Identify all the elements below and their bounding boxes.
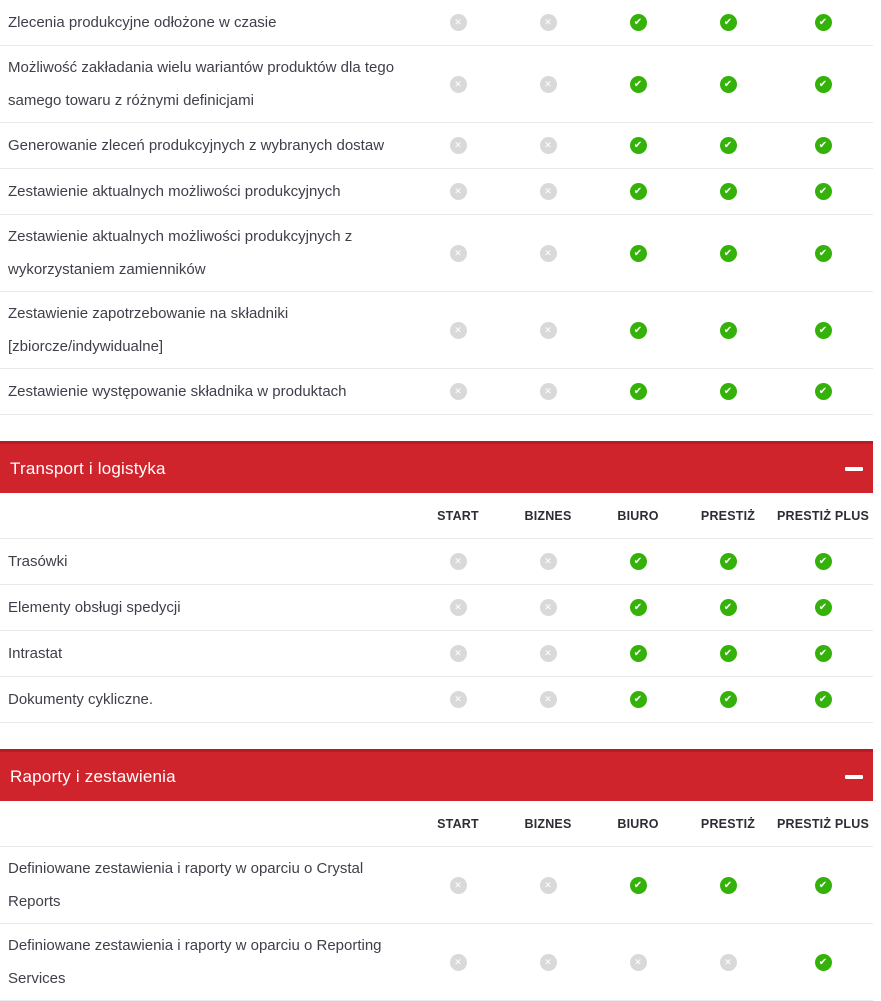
section-title: Raporty i zestawienia bbox=[10, 766, 176, 786]
check-icon: ✔ bbox=[773, 137, 873, 154]
feature-label: Definiowane zestawienia i raporty w oparciu o Crystal Reports bbox=[8, 860, 364, 910]
feature-label: Generowanie zleceń produkcyjnych z wybranych dostaw bbox=[8, 137, 385, 154]
feature-cells bbox=[413, 877, 873, 894]
column-headers bbox=[413, 509, 873, 523]
cross-icon: ✕ bbox=[413, 183, 503, 200]
feature-label: Intrastat bbox=[8, 645, 63, 662]
collapse-minus-icon[interactable] bbox=[845, 775, 863, 779]
feature-label: Zestawienie zapotrzebowanie na składniki [zbiorcze/indywidualne] bbox=[8, 305, 289, 355]
check-icon: ✔ bbox=[593, 553, 683, 570]
check-icon: ✔ bbox=[683, 14, 773, 31]
cross-icon: ✕ bbox=[503, 76, 593, 93]
cross-icon: ✕ bbox=[413, 691, 503, 708]
cross-icon: ✕ bbox=[503, 691, 593, 708]
column-header-prestiz-plus: PRESTIŻ PLUS bbox=[777, 508, 869, 523]
check-icon: ✔ bbox=[773, 691, 873, 708]
table-row bbox=[0, 847, 873, 924]
check-icon: ✔ bbox=[773, 599, 873, 616]
table-row bbox=[0, 46, 873, 123]
section-reports bbox=[0, 749, 873, 1001]
cross-icon: ✕ bbox=[503, 877, 593, 894]
section-title: Transport i logistyka bbox=[10, 458, 166, 478]
check-icon: ✔ bbox=[773, 183, 873, 200]
cross-icon: ✕ bbox=[413, 245, 503, 262]
column-header-prestiz-plus: PRESTIŻ PLUS bbox=[777, 816, 869, 831]
cross-icon: ✕ bbox=[503, 599, 593, 616]
section-header-transport[interactable] bbox=[0, 441, 873, 493]
check-icon: ✔ bbox=[683, 645, 773, 662]
feature-cells bbox=[413, 954, 873, 971]
check-icon: ✔ bbox=[683, 137, 773, 154]
feature-cells bbox=[413, 599, 873, 616]
collapse-minus-icon[interactable] bbox=[845, 467, 863, 471]
table-row bbox=[0, 539, 873, 585]
table-row bbox=[0, 369, 873, 415]
feature-label: Definiowane zestawienia i raporty w oparciu o Reporting Services bbox=[8, 937, 382, 987]
cross-icon: ✕ bbox=[413, 553, 503, 570]
check-icon: ✔ bbox=[773, 14, 873, 31]
check-icon: ✔ bbox=[683, 877, 773, 894]
check-icon: ✔ bbox=[773, 322, 873, 339]
feature-label: Elementy obsługi spedycji bbox=[8, 599, 181, 616]
table-row bbox=[0, 0, 873, 46]
check-icon: ✔ bbox=[593, 322, 683, 339]
cross-icon: ✕ bbox=[503, 322, 593, 339]
cross-icon: ✕ bbox=[683, 954, 773, 971]
cross-icon: ✕ bbox=[413, 383, 503, 400]
table-row bbox=[0, 215, 873, 292]
cross-icon: ✕ bbox=[593, 954, 683, 971]
cross-icon: ✕ bbox=[503, 553, 593, 570]
check-icon: ✔ bbox=[593, 245, 683, 262]
check-icon: ✔ bbox=[593, 691, 683, 708]
column-header-start: START bbox=[437, 508, 479, 523]
check-icon: ✔ bbox=[773, 76, 873, 93]
feature-label: Zestawienie aktualnych możliwości produkcyjnych z wykorzystaniem zamienników bbox=[8, 228, 353, 278]
cross-icon: ✕ bbox=[413, 954, 503, 971]
cross-icon: ✕ bbox=[413, 137, 503, 154]
section-header-reports[interactable] bbox=[0, 749, 873, 801]
check-icon: ✔ bbox=[683, 691, 773, 708]
check-icon: ✔ bbox=[683, 245, 773, 262]
cross-icon: ✕ bbox=[503, 954, 593, 971]
cross-icon: ✕ bbox=[413, 76, 503, 93]
check-icon: ✔ bbox=[683, 553, 773, 570]
table-row bbox=[0, 123, 873, 169]
cross-icon: ✕ bbox=[503, 645, 593, 662]
check-icon: ✔ bbox=[593, 877, 683, 894]
check-icon: ✔ bbox=[593, 14, 683, 31]
feature-cells bbox=[413, 137, 873, 154]
cross-icon: ✕ bbox=[413, 599, 503, 616]
column-header-biznes: BIZNES bbox=[524, 508, 572, 523]
cross-icon: ✕ bbox=[413, 322, 503, 339]
feature-label: Zestawienie występowanie składnika w produktach bbox=[8, 383, 347, 400]
check-icon: ✔ bbox=[773, 877, 873, 894]
check-icon: ✔ bbox=[593, 599, 683, 616]
check-icon: ✔ bbox=[683, 322, 773, 339]
column-header-biuro: BIURO bbox=[617, 508, 659, 523]
column-header-start: START bbox=[437, 816, 479, 831]
feature-label: Trasówki bbox=[8, 553, 68, 570]
feature-cells bbox=[413, 183, 873, 200]
column-headers-row bbox=[0, 801, 873, 847]
column-header-biuro: BIURO bbox=[617, 816, 659, 831]
table-row bbox=[0, 585, 873, 631]
check-icon: ✔ bbox=[683, 599, 773, 616]
cross-icon: ✕ bbox=[503, 137, 593, 154]
feature-cells bbox=[413, 645, 873, 662]
check-icon: ✔ bbox=[683, 183, 773, 200]
table-row bbox=[0, 924, 873, 1001]
check-icon: ✔ bbox=[683, 383, 773, 400]
feature-label: Dokumenty cykliczne. bbox=[8, 691, 154, 708]
table-row bbox=[0, 292, 873, 369]
feature-cells bbox=[413, 553, 873, 570]
column-header-prestiz: PRESTIŻ bbox=[700, 508, 756, 523]
cross-icon: ✕ bbox=[503, 245, 593, 262]
column-header-biznes: BIZNES bbox=[524, 816, 572, 831]
check-icon: ✔ bbox=[593, 137, 683, 154]
feature-label: Zestawienie aktualnych możliwości produkcyjnych bbox=[8, 183, 341, 200]
cross-icon: ✕ bbox=[413, 645, 503, 662]
column-headers bbox=[413, 817, 873, 831]
table-row bbox=[0, 677, 873, 723]
check-icon: ✔ bbox=[593, 183, 683, 200]
check-icon: ✔ bbox=[773, 553, 873, 570]
check-icon: ✔ bbox=[773, 245, 873, 262]
check-icon: ✔ bbox=[683, 76, 773, 93]
feature-cells bbox=[413, 383, 873, 400]
feature-cells bbox=[413, 691, 873, 708]
feature-cells bbox=[413, 245, 873, 262]
column-headers-row bbox=[0, 493, 873, 539]
check-icon: ✔ bbox=[593, 645, 683, 662]
check-icon: ✔ bbox=[593, 383, 683, 400]
feature-cells bbox=[413, 76, 873, 93]
check-icon: ✔ bbox=[773, 645, 873, 662]
cross-icon: ✕ bbox=[413, 877, 503, 894]
table-row bbox=[0, 631, 873, 677]
cross-icon: ✕ bbox=[503, 183, 593, 200]
cross-icon: ✕ bbox=[503, 383, 593, 400]
check-icon: ✔ bbox=[773, 954, 873, 971]
check-icon: ✔ bbox=[593, 76, 683, 93]
feature-cells bbox=[413, 14, 873, 31]
cross-icon: ✕ bbox=[413, 14, 503, 31]
feature-cells bbox=[413, 322, 873, 339]
section-transport bbox=[0, 441, 873, 723]
section-production-features bbox=[0, 0, 873, 415]
feature-label: Możliwość zakładania wielu wariantów produktów dla tego samego towaru z różnymi definicjami bbox=[8, 59, 395, 109]
feature-label: Zlecenia produkcyjne odłożone w czasie bbox=[8, 14, 277, 31]
column-header-prestiz: PRESTIŻ bbox=[700, 816, 756, 831]
check-icon: ✔ bbox=[773, 383, 873, 400]
table-row bbox=[0, 169, 873, 215]
cross-icon: ✕ bbox=[503, 14, 593, 31]
